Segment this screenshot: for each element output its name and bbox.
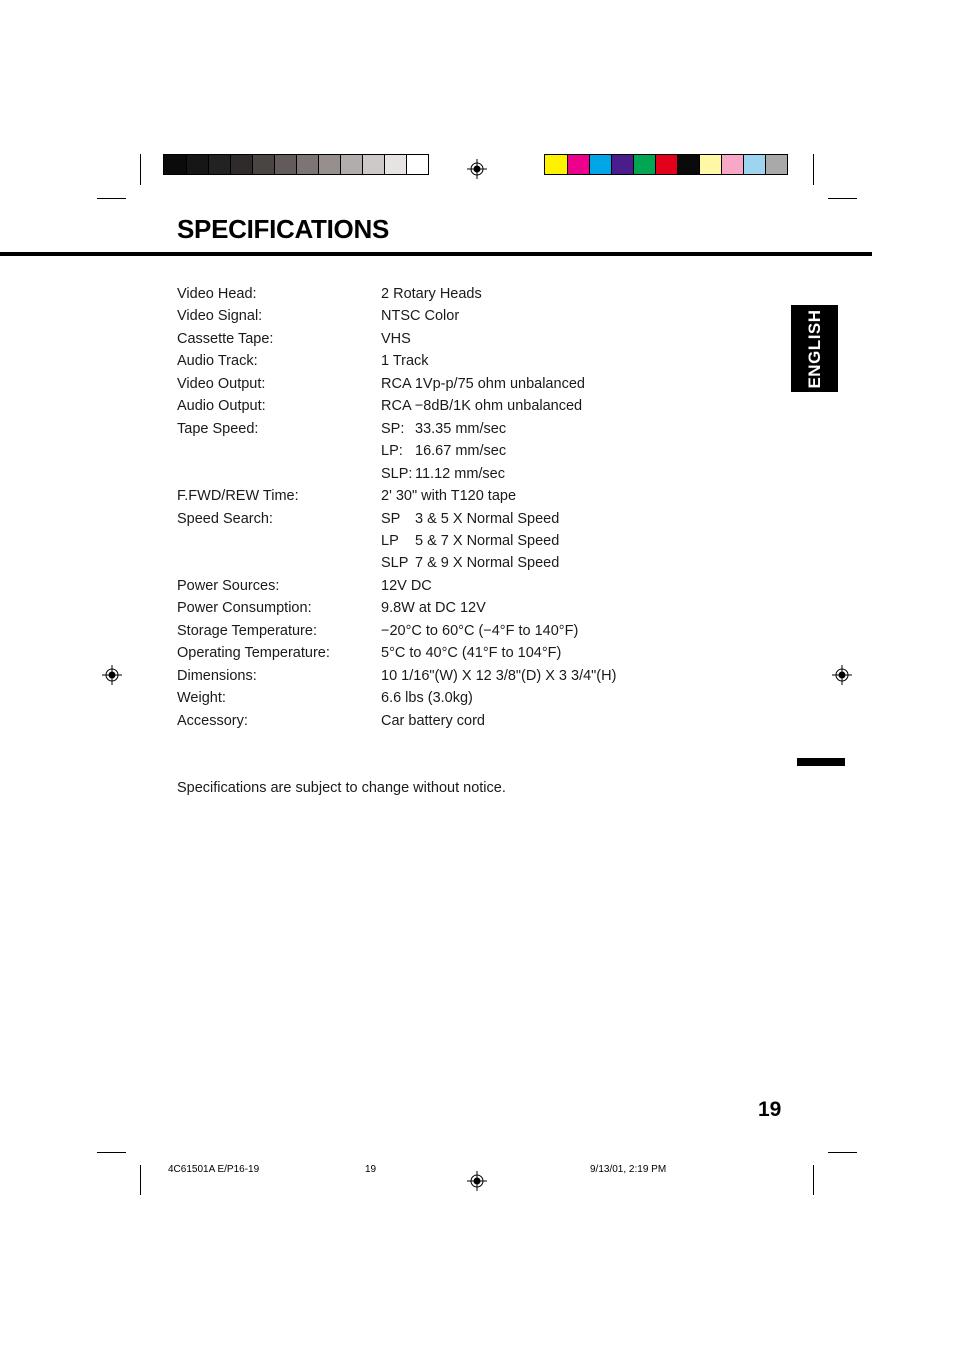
color-swatch (743, 155, 765, 174)
crop-mark (140, 1165, 141, 1195)
spec-mode: SLP (381, 555, 409, 572)
gray-swatch (340, 155, 362, 174)
spec-label: Video Head: (177, 286, 257, 302)
gray-swatch (362, 155, 384, 174)
spec-value: 10 1/16"(W) X 12 3/8"(D) X 3 3/4"(H) (381, 667, 617, 684)
spec-label: Cassette Tape: (177, 330, 274, 347)
spec-label: F.FWD/REW Time: (177, 488, 299, 505)
spec-label: Accessory: (177, 712, 248, 729)
spec-mode: SLP: (381, 465, 413, 482)
spec-value: 1 Track (381, 353, 429, 370)
spec-label: Power Consumption: (177, 600, 312, 617)
color-swatch (721, 155, 743, 174)
spec-label: Audio Output: (177, 398, 266, 415)
gray-swatch (252, 155, 274, 174)
spec-label: Weight: (177, 690, 226, 707)
spec-value: 2' 30" with T120 tape (381, 488, 517, 505)
spec-label: Tape Speed: (177, 420, 259, 437)
language-tab-label: ENGLISH (804, 308, 824, 389)
spec-value: VHS (381, 330, 411, 347)
title-rule (0, 252, 872, 256)
color-swatch (699, 155, 721, 174)
registration-mark-icon (467, 159, 487, 179)
spec-value: 12V DC (381, 577, 432, 594)
spec-mode: SP (381, 510, 401, 527)
gray-swatch (274, 155, 296, 174)
spec-label: Storage Temperature: (177, 622, 317, 639)
spec-value (381, 553, 559, 573)
spec-value: 6.6 lbs (3.0kg) (381, 690, 473, 707)
color-swatch (611, 155, 633, 174)
crop-mark (828, 198, 857, 199)
footer-date: 9/13/01, 2:19 PM (590, 1164, 667, 1175)
specifications-notice: Specifications are subject to change without notice. (177, 780, 506, 796)
spec-mode-value: 11.12 mm/sec (415, 465, 505, 482)
spec-label: Dimensions: (177, 667, 257, 684)
gray-swatch (230, 155, 252, 174)
color-swatch (765, 155, 787, 174)
language-tab (791, 305, 838, 392)
spec-value (381, 419, 506, 439)
gray-swatch (186, 155, 208, 174)
grayscale-color-bar (163, 154, 429, 175)
color-swatch (655, 155, 677, 174)
spec-value: 9.8W at DC 12V (381, 600, 486, 617)
registration-mark-icon (832, 665, 852, 685)
spec-label: Operating Temperature: (177, 645, 330, 662)
spec-label: Power Sources: (177, 577, 280, 594)
spec-value: 5°C to 40°C (41°F to 104°F) (381, 645, 562, 662)
spec-mode-value: 3 & 5 X Normal Speed (415, 510, 560, 527)
spec-mode-value: 16.67 mm/sec (415, 443, 507, 460)
side-marker (797, 758, 845, 766)
color-swatch (677, 155, 699, 174)
spec-value: RCA −8dB/1K ohm unbalanced (381, 398, 583, 415)
spec-value: −20°C to 60°C (−4°F to 140°F) (381, 622, 579, 639)
page-title: SPECIFICATIONS (177, 214, 390, 244)
spec-value: Car battery cord (381, 712, 485, 729)
crop-mark (813, 1165, 814, 1195)
spec-value (381, 441, 506, 461)
gray-swatch (164, 155, 186, 174)
page-number: 19 (758, 1098, 782, 1121)
spec-mode-value: 5 & 7 X Normal Speed (415, 532, 560, 549)
process-color-bar (544, 154, 788, 175)
color-swatch (567, 155, 589, 174)
crop-mark (828, 1152, 857, 1153)
spec-value: 2 Rotary Heads (381, 286, 482, 302)
spec-value: NTSC Color (381, 308, 460, 325)
spec-mode-value: 7 & 9 X Normal Speed (415, 555, 560, 572)
crop-mark (97, 198, 126, 199)
gray-swatch (318, 155, 340, 174)
spec-mode-value: 33.35 mm/sec (415, 420, 507, 437)
gray-swatch (406, 155, 428, 174)
gray-swatch (384, 155, 406, 174)
spec-label: Video Output: (177, 375, 266, 392)
footer-file-name: 4C61501A E/P16-19 (168, 1164, 260, 1175)
registration-mark-icon (467, 1171, 487, 1191)
color-swatch (589, 155, 611, 174)
spec-value (381, 464, 505, 484)
registration-mark-icon (102, 665, 122, 685)
spec-value (381, 509, 559, 529)
color-swatch (545, 155, 567, 174)
crop-mark (813, 154, 814, 185)
spec-mode: LP: (381, 443, 403, 460)
gray-swatch (296, 155, 318, 174)
spec-label: Video Signal: (177, 308, 263, 325)
spec-mode: LP (381, 532, 399, 549)
crop-mark (140, 154, 141, 185)
spec-label: Speed Search: (177, 510, 273, 527)
gray-swatch (208, 155, 230, 174)
spec-value: RCA 1Vp-p/75 ohm unbalanced (381, 375, 585, 392)
spec-label: Audio Track: (177, 353, 258, 370)
spec-value (381, 531, 559, 551)
color-swatch (633, 155, 655, 174)
footer-page-number: 19 (365, 1164, 377, 1175)
spec-mode: SP: (381, 420, 405, 437)
crop-mark (97, 1152, 126, 1153)
